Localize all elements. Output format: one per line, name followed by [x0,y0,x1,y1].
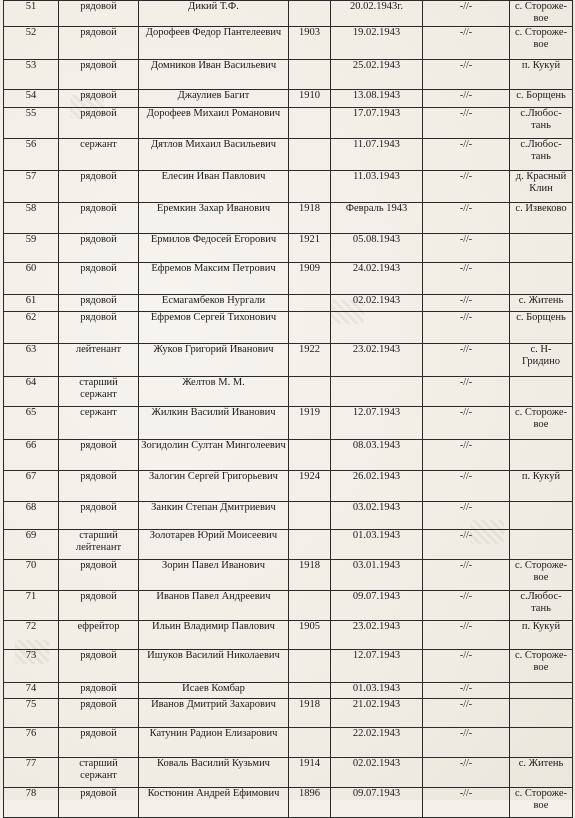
table-row [4,650,573,683]
birth-year-cell [289,728,331,758]
row-number: 59 [4,234,59,263]
ditto-mark-cell: -//- [423,407,510,440]
death-date-cell: 08.03.1943 [331,440,423,471]
death-date-cell: 05.08.1943 [331,234,423,263]
burial-place-cell [510,234,573,263]
ditto-mark-cell: -//- [423,108,510,139]
rank-cell: рядовой [59,699,139,728]
death-date-cell: 26.02.1943 [331,471,423,502]
row-number: 65 [4,407,59,440]
table-row [4,471,573,502]
table-row [4,407,573,440]
table-row [4,699,573,728]
ditto-mark-cell: -//- [423,621,510,650]
ditto-mark-cell: -//- [423,1,510,27]
table-row [4,27,573,60]
rank-cell: рядовой [59,263,139,295]
table-row [4,295,573,312]
row-number: 78 [4,788,59,818]
ditto-mark-cell: -//- [423,234,510,263]
birth-year-cell: 1896 [289,788,331,818]
birth-year-cell: 1918 [289,203,331,234]
burial-place-cell: с. Извеково [510,203,573,234]
ditto-mark-cell: -//- [423,344,510,377]
birth-year-cell [289,502,331,530]
ditto-mark-cell: -//- [423,295,510,312]
table-row [4,60,573,90]
rank-cell: рядовой [59,203,139,234]
birth-year-cell: 1921 [289,234,331,263]
row-number: 52 [4,27,59,60]
birth-year-cell: 1924 [289,471,331,502]
rank-cell: рядовой [59,312,139,344]
death-date-cell: 23.02.1943 [331,344,423,377]
ditto-mark-cell: -//- [423,683,510,699]
table-row [4,1,573,27]
ditto-mark-cell: -//- [423,171,510,203]
rank-cell: рядовой [59,1,139,27]
rank-cell: сержант [59,139,139,171]
rank-cell: рядовой [59,650,139,683]
row-number: 51 [4,1,59,27]
rank-cell: рядовой [59,27,139,60]
birth-year-cell [289,530,331,560]
death-date-cell: 21.02.1943 [331,699,423,728]
burial-place-cell: с. Стороже-вое [510,1,573,27]
ditto-mark-cell: -//- [423,90,510,108]
death-date-cell: 24.02.1943 [331,263,423,295]
death-date-cell [331,312,423,344]
death-date-cell: Февраль 1943 [331,203,423,234]
rank-cell: старший сержант [59,377,139,407]
birth-year-cell: 1905 [289,621,331,650]
burial-place-cell [510,263,573,295]
birth-year-cell: 1903 [289,27,331,60]
table-row [4,440,573,471]
death-date-cell: 11.07.1943 [331,139,423,171]
row-number: 55 [4,108,59,139]
rank-cell: рядовой [59,728,139,758]
rank-cell: рядовой [59,60,139,90]
burial-place-cell [510,530,573,560]
rank-cell: лейтенант [59,344,139,377]
burial-place-cell: с. Стороже-вое [510,27,573,60]
name-cell: Ишуков Василий Николаевич [139,650,289,683]
death-date-cell: 03.02.1943 [331,502,423,530]
row-number: 58 [4,203,59,234]
birth-year-cell: 1919 [289,407,331,440]
burial-place-cell [510,699,573,728]
rank-cell: рядовой [59,683,139,699]
name-cell: Ефремов Максим Петрович [139,263,289,295]
death-date-cell: 03.01.1943 [331,560,423,591]
ditto-mark-cell: -//- [423,263,510,295]
rank-cell: ефрейтор [59,621,139,650]
burial-place-cell: с. Стороже-вое [510,560,573,591]
death-date-cell: 19.02.1943 [331,27,423,60]
name-cell: Залогин Сергей Григорьевич [139,471,289,502]
table-row [4,139,573,171]
death-date-cell: 09.07.1943 [331,788,423,818]
birth-year-cell [289,108,331,139]
ditto-mark-cell: -//- [423,591,510,621]
death-date-cell: 12.07.1943 [331,407,423,440]
burial-place-cell [510,377,573,407]
name-cell: Исаев Комбар [139,683,289,699]
name-cell: Елесин Иван Павлович [139,171,289,203]
table-row [4,377,573,407]
burial-place-cell: д. Красный Клин [510,171,573,203]
name-cell: Катунин Радион Елизарович [139,728,289,758]
birth-year-cell [289,295,331,312]
name-cell: Жуков Григорий Иванович [139,344,289,377]
burial-place-cell: с.Любос-тань [510,108,573,139]
rank-cell: рядовой [59,560,139,591]
birth-year-cell: 1910 [289,90,331,108]
table-row [4,591,573,621]
ditto-mark-cell: -//- [423,699,510,728]
row-number: 62 [4,312,59,344]
death-date-cell: 01.03.1943 [331,683,423,699]
ditto-mark-cell: -//- [423,440,510,471]
row-number: 74 [4,683,59,699]
name-cell: Домников Иван Васильевич [139,60,289,90]
rank-cell: старший лейтенант [59,530,139,560]
death-date-cell: 09.07.1943 [331,591,423,621]
table-row [4,683,573,699]
table-row [4,344,573,377]
ditto-mark-cell: -//- [423,312,510,344]
name-cell: Ильин Владимир Павлович [139,621,289,650]
table-row [4,530,573,560]
rank-cell: рядовой [59,591,139,621]
name-cell: Дикий Т.Ф. [139,1,289,27]
death-date-cell: 02.02.1943 [331,758,423,788]
ditto-mark-cell: -//- [423,27,510,60]
burial-place-cell: с. Житень [510,758,573,788]
ditto-mark-cell: -//- [423,377,510,407]
name-cell: Занкин Степан Дмитриевич [139,502,289,530]
burial-place-cell: с. Стороже-вое [510,650,573,683]
row-number: 64 [4,377,59,407]
name-cell: Жилкин Василий Иванович [139,407,289,440]
burial-place-cell: с. Н-Гридино [510,344,573,377]
ditto-mark-cell: -//- [423,203,510,234]
row-number: 75 [4,699,59,728]
death-date-cell: 13.08.1943 [331,90,423,108]
rank-cell: рядовой [59,440,139,471]
ditto-mark-cell: -//- [423,139,510,171]
burial-registry-table [3,0,573,818]
row-number: 53 [4,60,59,90]
row-number: 63 [4,344,59,377]
birth-year-cell: 1922 [289,344,331,377]
rank-cell: рядовой [59,171,139,203]
row-number: 71 [4,591,59,621]
name-cell: Желтов М. М. [139,377,289,407]
birth-year-cell [289,591,331,621]
ditto-mark-cell: -//- [423,650,510,683]
name-cell: Коваль Василий Кузьмич [139,758,289,788]
table-row [4,758,573,788]
birth-year-cell: 1914 [289,758,331,788]
table-row [4,234,573,263]
death-date-cell: 20.02.1943г. [331,1,423,27]
burial-place-cell [510,502,573,530]
table-row [4,502,573,530]
rank-cell: рядовой [59,234,139,263]
name-cell: Дятлов Михаил Васильевич [139,139,289,171]
name-cell: Джаулиев Багит [139,90,289,108]
table-row [4,90,573,108]
name-cell: Есмагамбеков Нургали [139,295,289,312]
birth-year-cell [289,139,331,171]
birth-year-cell: 1909 [289,263,331,295]
name-cell: Дорофеев Михаил Романович [139,108,289,139]
name-cell: Ермилов Федосей Егорович [139,234,289,263]
death-date-cell: 22.02.1943 [331,728,423,758]
birth-year-cell [289,60,331,90]
ditto-mark-cell: -//- [423,471,510,502]
death-date-cell: 17.07.1943 [331,108,423,139]
death-date-cell: 12.07.1943 [331,650,423,683]
death-date-cell: 23.02.1943 [331,621,423,650]
name-cell: Иванов Дмитрий Захарович [139,699,289,728]
row-number: 56 [4,139,59,171]
table-row [4,312,573,344]
rank-cell: рядовой [59,788,139,818]
death-date-cell [331,377,423,407]
birth-year-cell [289,171,331,203]
death-date-cell: 11.03.1943 [331,171,423,203]
name-cell: Ефремов Сергей Тихонович [139,312,289,344]
birth-year-cell: 1918 [289,560,331,591]
row-number: 67 [4,471,59,502]
registry-body [4,1,573,818]
row-number: 73 [4,650,59,683]
birth-year-cell [289,377,331,407]
rank-cell: рядовой [59,471,139,502]
ditto-mark-cell: -//- [423,560,510,591]
table-row [4,263,573,295]
row-number: 76 [4,728,59,758]
burial-place-cell: п. Кукуй [510,471,573,502]
burial-place-cell: с. Борщень [510,312,573,344]
rank-cell: рядовой [59,108,139,139]
burial-place-cell: с.Любос-тань [510,591,573,621]
burial-place-cell: с. Борщень [510,90,573,108]
row-number: 54 [4,90,59,108]
burial-place-cell: с. Стороже-вое [510,407,573,440]
ditto-mark-cell: -//- [423,728,510,758]
table-row [4,560,573,591]
row-number: 61 [4,295,59,312]
name-cell: Зорин Павел Иванович [139,560,289,591]
table-row [4,171,573,203]
name-cell: Зогидолин Султан Минголеевич [139,440,289,471]
death-date-cell: 02.02.1943 [331,295,423,312]
burial-place-cell [510,683,573,699]
birth-year-cell [289,650,331,683]
rank-cell: старший сержант [59,758,139,788]
name-cell: Дорофеев Федор Пантелеевич [139,27,289,60]
name-cell: Еремкин Захар Иванович [139,203,289,234]
burial-place-cell: с. Стороже-вое [510,788,573,818]
death-date-cell: 01.03.1943 [331,530,423,560]
rank-cell: рядовой [59,502,139,530]
burial-place-cell [510,440,573,471]
table-row [4,108,573,139]
row-number: 60 [4,263,59,295]
table-row [4,728,573,758]
row-number: 69 [4,530,59,560]
birth-year-cell: 1918 [289,699,331,728]
row-number: 66 [4,440,59,471]
name-cell: Золотарев Юрий Моисеевич [139,530,289,560]
table-row [4,621,573,650]
row-number: 77 [4,758,59,788]
rank-cell: рядовой [59,295,139,312]
row-number: 70 [4,560,59,591]
row-number: 72 [4,621,59,650]
rank-cell: сержант [59,407,139,440]
burial-place-cell: с. Житень [510,295,573,312]
row-number: 68 [4,502,59,530]
birth-year-cell [289,312,331,344]
birth-year-cell [289,1,331,27]
burial-place-cell [510,728,573,758]
table-row [4,788,573,818]
name-cell: Иванов Павел Андреевич [139,591,289,621]
ditto-mark-cell: -//- [423,502,510,530]
name-cell: Костюнин Андрей Ефимович [139,788,289,818]
ditto-mark-cell: -//- [423,788,510,818]
burial-place-cell: п. Кукуй [510,60,573,90]
row-number: 57 [4,171,59,203]
birth-year-cell [289,683,331,699]
ditto-mark-cell: -//- [423,530,510,560]
ditto-mark-cell: -//- [423,758,510,788]
birth-year-cell [289,440,331,471]
table-row [4,203,573,234]
ditto-mark-cell: -//- [423,60,510,90]
burial-place-cell: п. Кукуй [510,621,573,650]
burial-place-cell: с.Любос-тань [510,139,573,171]
rank-cell: рядовой [59,90,139,108]
death-date-cell: 25.02.1943 [331,60,423,90]
